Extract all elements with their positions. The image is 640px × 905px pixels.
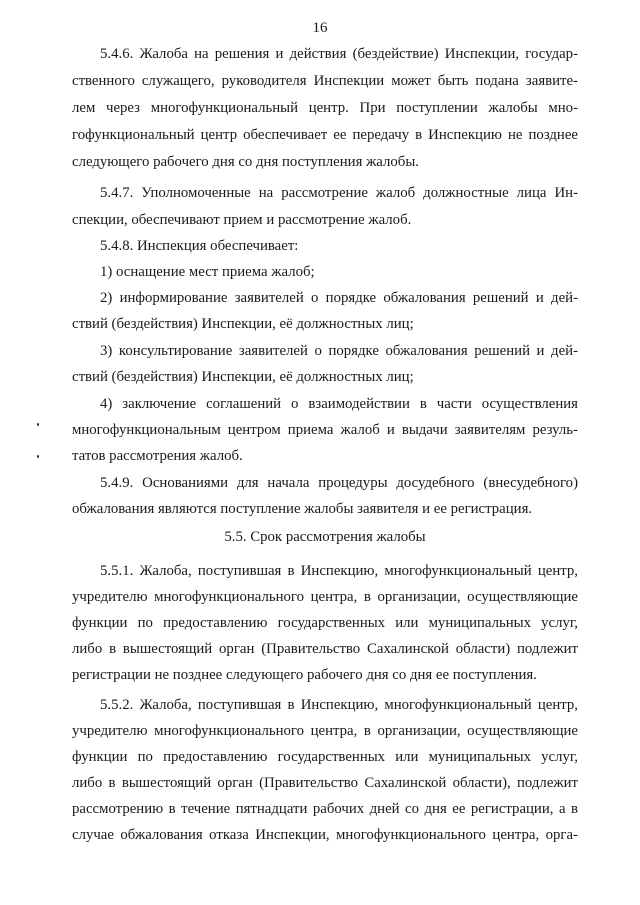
paragraph-line: ственного служащего, руководителя Инспекции может быть подана заявите- (72, 73, 578, 89)
page-number: 16 (312, 20, 328, 36)
paragraph-line: регистрации не позднее следующего рабочего дня со дня ее поступления. (72, 667, 537, 683)
paragraph-line: 5.4.7. Уполномоченные на рассмотрение жалоб должностные лица Ин- (100, 185, 578, 201)
list-item-continuation: многофункциональным центром приема жалоб и выдачи заявителям резуль- (72, 422, 578, 438)
list-item-continuation: ствий (бездействия) Инспекции, её должностных лиц; (72, 369, 414, 385)
paragraph-line: 5.4.6. Жалоба на решения и действия (бездействие) Инспекции, государ- (100, 46, 578, 62)
paragraph-line: следующего рабочего дня со дня поступления жалобы. (72, 154, 419, 170)
section-heading: 5.5. Срок рассмотрения жалобы (224, 529, 426, 545)
paragraph-line: либо в вышестоящий орган (Правительство Сахалинской области) подлежит (72, 641, 578, 657)
list-item: 3) консультирование заявителей о порядке обжалования решений и дей- (100, 343, 578, 359)
list-item: 1) оснащение мест приема жалоб; (100, 264, 315, 280)
paragraph-line: 5.5.2. Жалоба, поступившая в Инспекцию, многофункциональный центр, (100, 697, 578, 713)
paragraph-line: рассмотрению в течение пятнадцати рабочих дней со дня ее регистрации, а в (72, 801, 578, 817)
paragraph-line: обжалования являются поступление жалобы заявителя и ее регистрация. (72, 501, 533, 517)
paragraph-line: 5.4.8. Инспекция обеспечивает: (100, 238, 299, 254)
paragraph-line: функции по предоставлению государственных или муниципальных услуг, (72, 615, 578, 631)
scan-speck (37, 455, 39, 458)
paragraph-line: учредителю многофункционального центра, в организации, осуществляющие (72, 589, 578, 605)
paragraph-line: гофункциональный центр обеспечивает ее передачу в Инспекцию не позднее (72, 127, 578, 143)
paragraph-line: лем через многофункциональный центр. При поступлении жалобы мно- (72, 100, 578, 116)
list-item-continuation: ствий (бездействия) Инспекции, её должностных лиц; (72, 316, 414, 332)
paragraph-line: 5.5.1. Жалоба, поступившая в Инспекцию, многофункциональный центр, (100, 563, 578, 579)
scan-speck (37, 423, 39, 426)
paragraph-line: случае обжалования отказа Инспекции, многофункционального центра, орга- (72, 827, 578, 843)
paragraph-line: функции по предоставлению государственных или муниципальных услуг, (72, 749, 578, 765)
list-item: 4) заключение соглашений о взаимодействии в части осуществления (100, 396, 578, 412)
paragraph-line: либо в вышестоящий орган (Правительство Сахалинской области), подлежит (72, 775, 578, 791)
paragraph-line: 5.4.9. Основаниями для начала процедуры досудебного (внесудебного) (100, 475, 578, 491)
paragraph-line: учредителю многофункционального центра, в организации, осуществляющие (72, 723, 578, 739)
list-item-continuation: татов рассмотрения жалоб. (72, 448, 243, 464)
list-item: 2) информирование заявителей о порядке обжалования решений и дей- (100, 290, 578, 306)
paragraph-line: спекции, обеспечивают прием и рассмотрение жалоб. (72, 212, 412, 228)
